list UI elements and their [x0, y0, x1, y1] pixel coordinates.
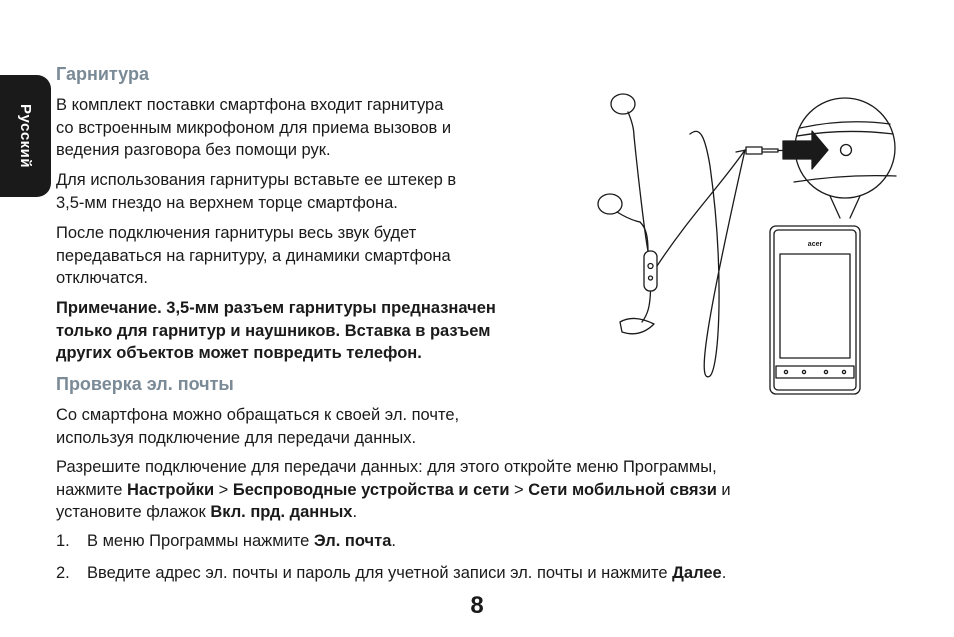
step-1-number: 1.	[56, 532, 70, 550]
language-tab	[0, 75, 51, 197]
note-headset: Примечание. 3,5-мм разъем гарнитуры предназначен только для гарнитур и наушников. Вставка в разъем других объектов может повредить телефон.	[56, 299, 496, 362]
headset-illustration	[590, 86, 900, 406]
smartphone-icon	[770, 226, 860, 394]
paragraph-headset-intro: В комплект поставки смартфона входит гарнитура со встроенным микрофоном для приема вызовов и ведения разговора без помощи рук.	[56, 96, 452, 159]
paragraph-headset-usage: Для использования гарнитуры вставьте ее штекер в 3,5-мм гнездо на верхнем торце смартфона.	[56, 171, 457, 212]
arrow-icon	[783, 131, 828, 169]
page-number: 8	[470, 592, 484, 619]
paragraph-data-connection: Разрешите подключение для передачи данных: для этого откройте меню Программы, нажмите Настройки > Беспроводные устройства и сети > Сети мобильной связи и установите флажок Вкл. прд. данных.	[56, 458, 731, 521]
paragraph-email-intro: Со смартфона можно обращаться к своей эл. почте, используя подключение для передачи данных.	[56, 406, 460, 447]
phone-brand-logo: acer	[807, 241, 823, 248]
heading-email: Проверка эл. почты	[56, 374, 234, 394]
step-2-text: Введите адрес эл. почты и пароль для учетной записи эл. почты и нажмите Далее.	[87, 564, 727, 582]
step-2-number: 2.	[56, 564, 70, 582]
paragraph-headset-audio: После подключения гарнитуры весь звук будет передаваться на гарнитуру, а динамики смартфона отключатся.	[56, 224, 451, 287]
earbud-lower-icon	[598, 194, 640, 222]
language-label: Русский	[17, 103, 34, 169]
step-1-text: В меню Программы нажмите Эл. почта.	[87, 532, 396, 550]
headset-jack-icon	[841, 145, 852, 156]
remote-microphone-icon	[644, 251, 657, 291]
heading-headset: Гарнитура	[56, 64, 149, 84]
earbud-upper-icon	[611, 94, 635, 136]
clip-icon	[620, 318, 654, 333]
